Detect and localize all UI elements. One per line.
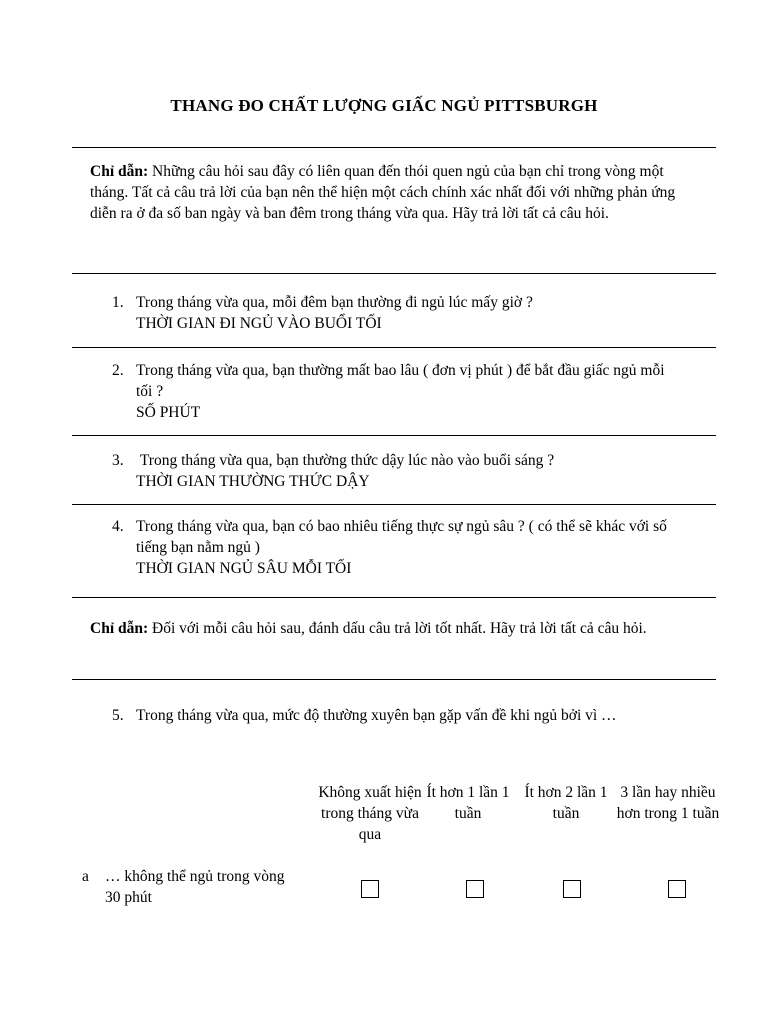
page-title: THANG ĐO CHẤT LƯỢNG GIẤC NGỦ PITTSBURGH [170, 96, 598, 115]
question-number: 2. [112, 362, 124, 379]
question-number: 3. [112, 452, 124, 469]
question-1 [112, 292, 682, 334]
question-4 [112, 516, 682, 579]
row-letter: a [82, 868, 89, 885]
question-text: Trong tháng vừa qua, bạn có bao nhiêu tiếng thực sự ngủ sâu ? ( có thể sẽ khác với số tiếng bạn nằm ngủ ) [136, 518, 667, 556]
question-answer-label[interactable]: THỜI GIAN ĐI NGỦ VÀO BUỔI TỐI [136, 315, 382, 332]
question-text: Trong tháng vừa qua, bạn thường mất bao lâu ( đơn vị phút ) để bắt đầu giấc ngủ mỗi tối ? [136, 362, 665, 400]
row-label: … không thể ngủ trong vòng 30 phút [105, 868, 285, 906]
question-number: 1. [112, 294, 124, 311]
question-text: Trong tháng vừa qua, mỗi đêm bạn thường đi ngủ lúc mấy giờ ? [136, 294, 533, 311]
question-number: 5. [112, 707, 124, 724]
question-answer-label[interactable]: THỜI GIAN THƯỜNG THỨC DẬY [136, 473, 370, 490]
divider [72, 273, 716, 274]
question-text: Trong tháng vừa qua, mức độ thường xuyên bạn gặp vấn đề khi ngủ bởi vì … [136, 707, 617, 724]
checkbox-three-or-more[interactable] [668, 880, 686, 898]
question-answer-label[interactable]: THỜI GIAN NGỦ SÂU MỖI TỐI [136, 560, 352, 577]
checkbox-once-or-twice[interactable] [563, 880, 581, 898]
question-number: 4. [112, 518, 124, 535]
column-header-never: Không xuất hiện trong tháng vừa qua [318, 784, 422, 843]
question-answer-label[interactable]: SỐ PHÚT [136, 404, 201, 421]
checkbox-less-than-once[interactable] [466, 880, 484, 898]
column-header-less-than-once: Ít hơn 1 lần 1 tuần [426, 784, 510, 822]
column-header-three-or-more: 3 lần hay nhiều hơn trong 1 tuần [616, 784, 720, 822]
divider [72, 679, 716, 680]
question-text: Trong tháng vừa qua, bạn thường thức dậy lúc nào vào buổi sáng ? [136, 452, 555, 469]
column-header-once-or-twice: Ít hơn 2 lần 1 tuần [524, 784, 608, 822]
instruction-block-2 [90, 618, 690, 639]
instruction-text: Những câu hỏi sau đây có liên quan đến thói quen ngủ của bạn chỉ trong vòng một tháng. Tất cả câu trả lời của bạn nên thể hiện một cách chính xác nhất đối với những phản ứng diễn ra ở đa số ban ngày và ban đêm trong tháng vừa qua. Hãy trả lời tất cả câu hỏi. [90, 163, 676, 222]
divider [72, 435, 716, 436]
question-2 [112, 360, 682, 423]
divider [72, 147, 716, 148]
divider [72, 504, 716, 505]
question-5 [112, 705, 682, 726]
instruction-block-1 [90, 161, 690, 224]
checkbox-never[interactable] [361, 880, 379, 898]
instruction-text: Đối với mỗi câu hỏi sau, đánh dấu câu trả lời tốt nhất. Hãy trả lời tất cả câu hỏi. [152, 620, 647, 637]
divider [72, 347, 716, 348]
question-3 [112, 450, 682, 492]
instruction-label: Chỉ dẫn: [90, 163, 149, 180]
divider [72, 597, 716, 598]
instruction-label: Chỉ dẫn: [90, 620, 149, 637]
